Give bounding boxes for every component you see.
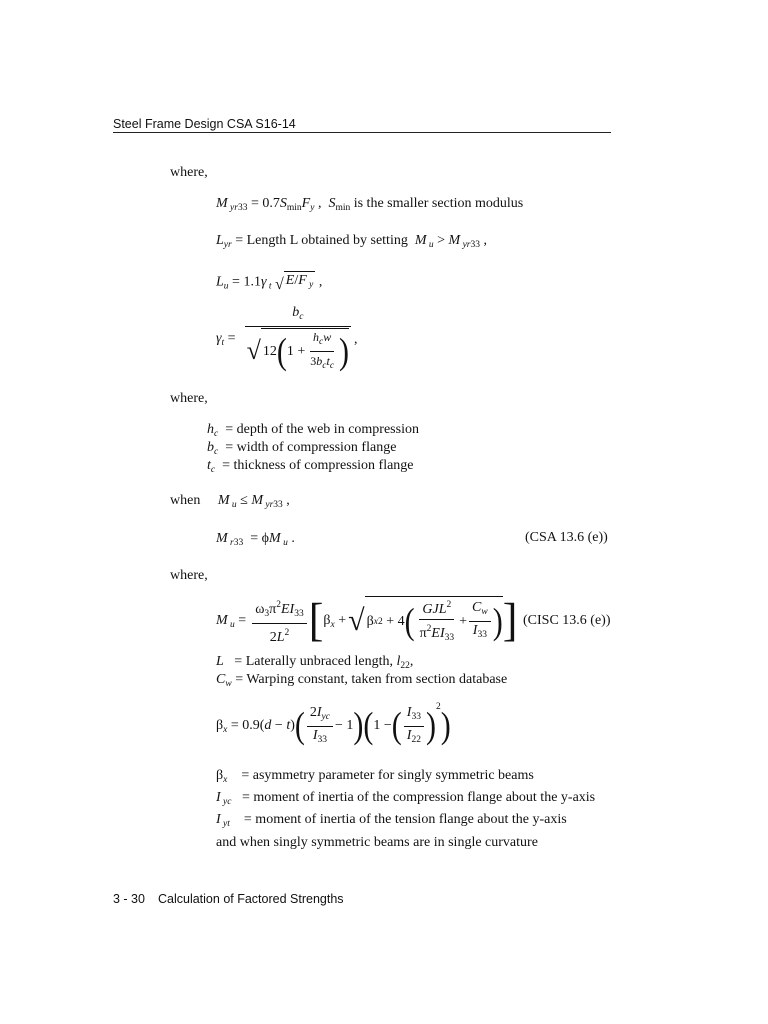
page-number: 3 - 30 [113, 892, 145, 906]
where-label-2: where, [170, 391, 208, 406]
def-L: L = Laterally unbraced length, $l_{22}$, [216, 654, 414, 671]
def-L-text: = Laterally unbraced length, [234, 654, 394, 669]
def-Cw-text: = Warping constant, taken from section database [235, 672, 508, 687]
closing-sentence: and when singly symmetric beams are in single curvature [216, 835, 538, 850]
def-beta-x: $\beta_x$ = asymmetry parameter for singly symmetric beams [216, 768, 534, 785]
def-hc-text: = depth of the web in compression [225, 422, 419, 437]
equation-lu: $L_u = 1.1\gamma$ $_t$ √ E/F $_y$ , [216, 273, 323, 293]
def-bc-text: = width of compression flange [225, 440, 397, 455]
equation-mr33: M $_{r33}$ = ϕM $_u$ . [216, 531, 295, 548]
def-hc: $h_c$ = depth of the web in compression [207, 422, 419, 439]
where-label-1: where, [170, 165, 208, 180]
footer-section-title: Calculation of Factored Strengths [158, 892, 344, 906]
def-beta-x-text: = asymmetry parameter for singly symmetric beams [241, 768, 534, 783]
def-Iyc: I $_{yc}$ = moment of inertia of the compression flange about the y-axis [216, 790, 596, 807]
def-Iyt: I $_{yt}$ = moment of inertia of the tension flange about the y-axis [216, 812, 567, 829]
when-condition: when M $_u$ ≤ M $_{yr33}$ , [170, 493, 290, 510]
def-tc: $t_c$ = thickness of compression flange [207, 458, 414, 475]
def-tc-text: = thickness of compression flange [222, 458, 414, 473]
equation-myr33: M $_{yr33} = 0.7S_{min}F_y$ , $S_{min}$ is the smaller section modulus [216, 196, 524, 213]
lyr-description: = Length L obtained by setting [235, 233, 408, 248]
def-bc: $b_c$ = width of compression flange [207, 440, 397, 457]
where-label-3: where, [170, 568, 208, 583]
csa-reference: (CSA 13.6 (e)) [525, 530, 608, 545]
equation-beta-x: $\beta_x = 0.9(d - t)$ ( $\frac{2I_{yc}}{I_{33}}$ − 1 ) ( 1 − ( $\frac{I_{33}}{I_{22}}$ ) 2 ) [216, 702, 451, 746]
header-rule [113, 132, 611, 133]
def-Iyc-text: = moment of inertia of the compression flange about the y-axis [241, 790, 596, 805]
myr-description: is the smaller section modulus [353, 196, 524, 211]
when-label: when [170, 493, 201, 508]
def-Cw: $C_w$ = Warping constant, taken from section database [216, 672, 508, 689]
def-Iyt-text: = moment of inertia of the tension flange about the y-axis [243, 812, 567, 827]
running-header: Steel Frame Design CSA S16-14 [113, 117, 296, 131]
cisc-reference: (CISC 13.6 (e)) [523, 613, 611, 628]
equation-mu: M $_u$ = $\frac{\omega_3\pi^2EI_{33}}{2L^2}$ [ $\beta_x$ + √ β x 2 + 4 ( $\frac{GJL^2}{\pi^2EI_{33}}$ + $\frac{C_w}{I_{33}}$ ) ] [216, 594, 518, 647]
equation-gamma-t: $\gamma_t$ = $b_c$ √ 12 ( 1 + $\frac{h_cw}{3b_ct_c}$ ) , [216, 305, 358, 374]
equation-lyr: $L_{yr}$ = Length L obtained by setting M $_u$ > M $_{yr33}$ , [216, 233, 488, 250]
